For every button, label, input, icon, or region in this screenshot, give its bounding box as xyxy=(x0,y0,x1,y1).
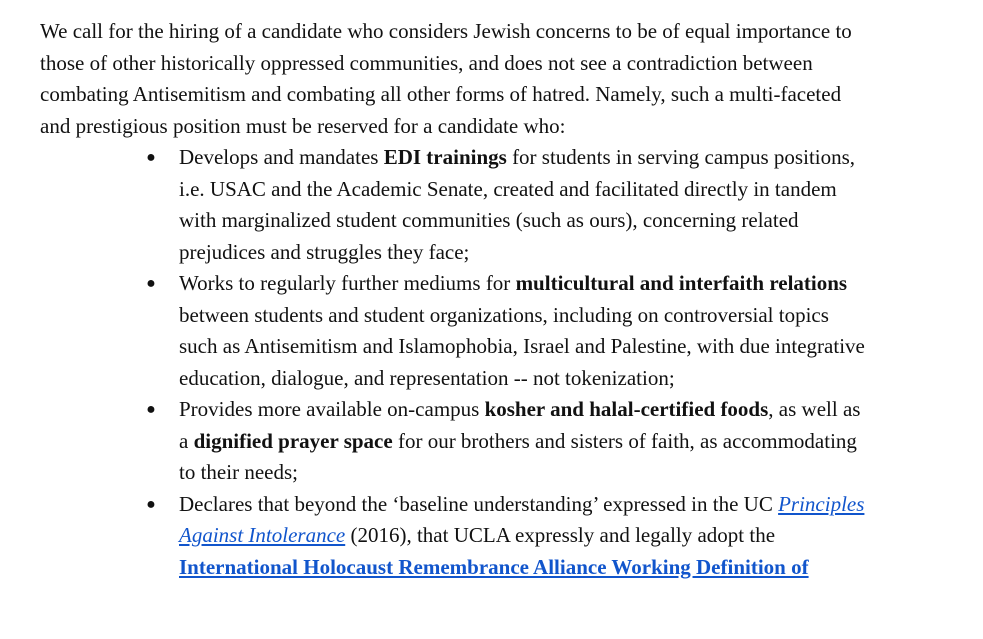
list-item-line: with marginalized student communities (such as ours), concerning related xyxy=(179,208,799,232)
bold-link-text: International Holocaust Remembrance Alliance Working Definition of xyxy=(179,554,809,579)
list-item-line xyxy=(179,394,960,426)
bullet-icon: ● xyxy=(146,495,156,513)
list-item-line xyxy=(179,268,960,300)
ihra-definition-link[interactable] xyxy=(179,555,809,579)
list-item-line: education, dialogue, and representation -- not tokenization; xyxy=(179,365,675,390)
list-item-line: i.e. USAC and the Academic Senate, created and facilitated directly in tandem xyxy=(179,176,837,201)
list-item-line: to their needs; xyxy=(179,460,298,484)
bold-text: dignified prayer space xyxy=(193,428,393,453)
intro-line: combating Antisemitism and combating all other forms of hatred. Namely, such a multi-faceted xyxy=(40,82,842,106)
list-item-line xyxy=(179,489,960,521)
list-item-line: prejudices and struggles they face; xyxy=(179,239,470,264)
list-item xyxy=(40,268,960,394)
intro-line: We call for the hiring of a candidate who considers Jewish concerns to be of equal importance to xyxy=(40,19,852,43)
bullet-icon: ● xyxy=(146,275,156,292)
intro-line: those of other historically oppressed communities, and does not see a contradiction between xyxy=(40,50,813,75)
principles-link[interactable]: Principles xyxy=(778,491,865,516)
bold-text: multicultural and interfaith relations xyxy=(515,271,848,295)
bold-text: kosher and halal-certified foods xyxy=(484,397,769,421)
document-page xyxy=(40,16,960,583)
list-item-line: between students and student organizations, including on controversial topics xyxy=(179,302,829,327)
intro-paragraph xyxy=(40,16,960,142)
list-item-line xyxy=(179,520,960,552)
text-run: for students in serving campus positions, xyxy=(506,145,856,169)
list-item xyxy=(40,489,960,584)
against-intolerance-link[interactable]: Against Intolerance xyxy=(179,523,346,547)
list-item-line xyxy=(179,426,960,458)
intro-line: and prestigious position must be reserved for a candidate who: xyxy=(40,113,566,138)
text-run: Provides more available on-campus xyxy=(179,397,485,421)
requirements-list xyxy=(40,142,960,583)
text-run: Works to regularly further mediums for xyxy=(179,271,516,295)
list-item xyxy=(40,142,960,268)
list-item xyxy=(40,394,960,489)
bullet-icon: ● xyxy=(146,149,156,166)
bold-text: EDI trainings xyxy=(383,145,507,169)
text-run: a xyxy=(179,428,194,453)
text-run: Develops and mandates xyxy=(179,145,384,169)
text-run: Declares that beyond the ‘baseline understanding’ expressed in the UC xyxy=(179,491,779,516)
text-run: (2016), that UCLA expressly and legally adopt the xyxy=(345,523,776,547)
text-run: , as well as xyxy=(768,397,861,421)
bullet-icon: ● xyxy=(146,401,156,418)
list-item-line: such as Antisemitism and Islamophobia, Israel and Palestine, with due integrative xyxy=(179,334,865,358)
list-item-line xyxy=(179,552,960,584)
list-item-line xyxy=(179,142,960,174)
text-run: for our brothers and sisters of faith, as accommodating xyxy=(392,428,857,453)
